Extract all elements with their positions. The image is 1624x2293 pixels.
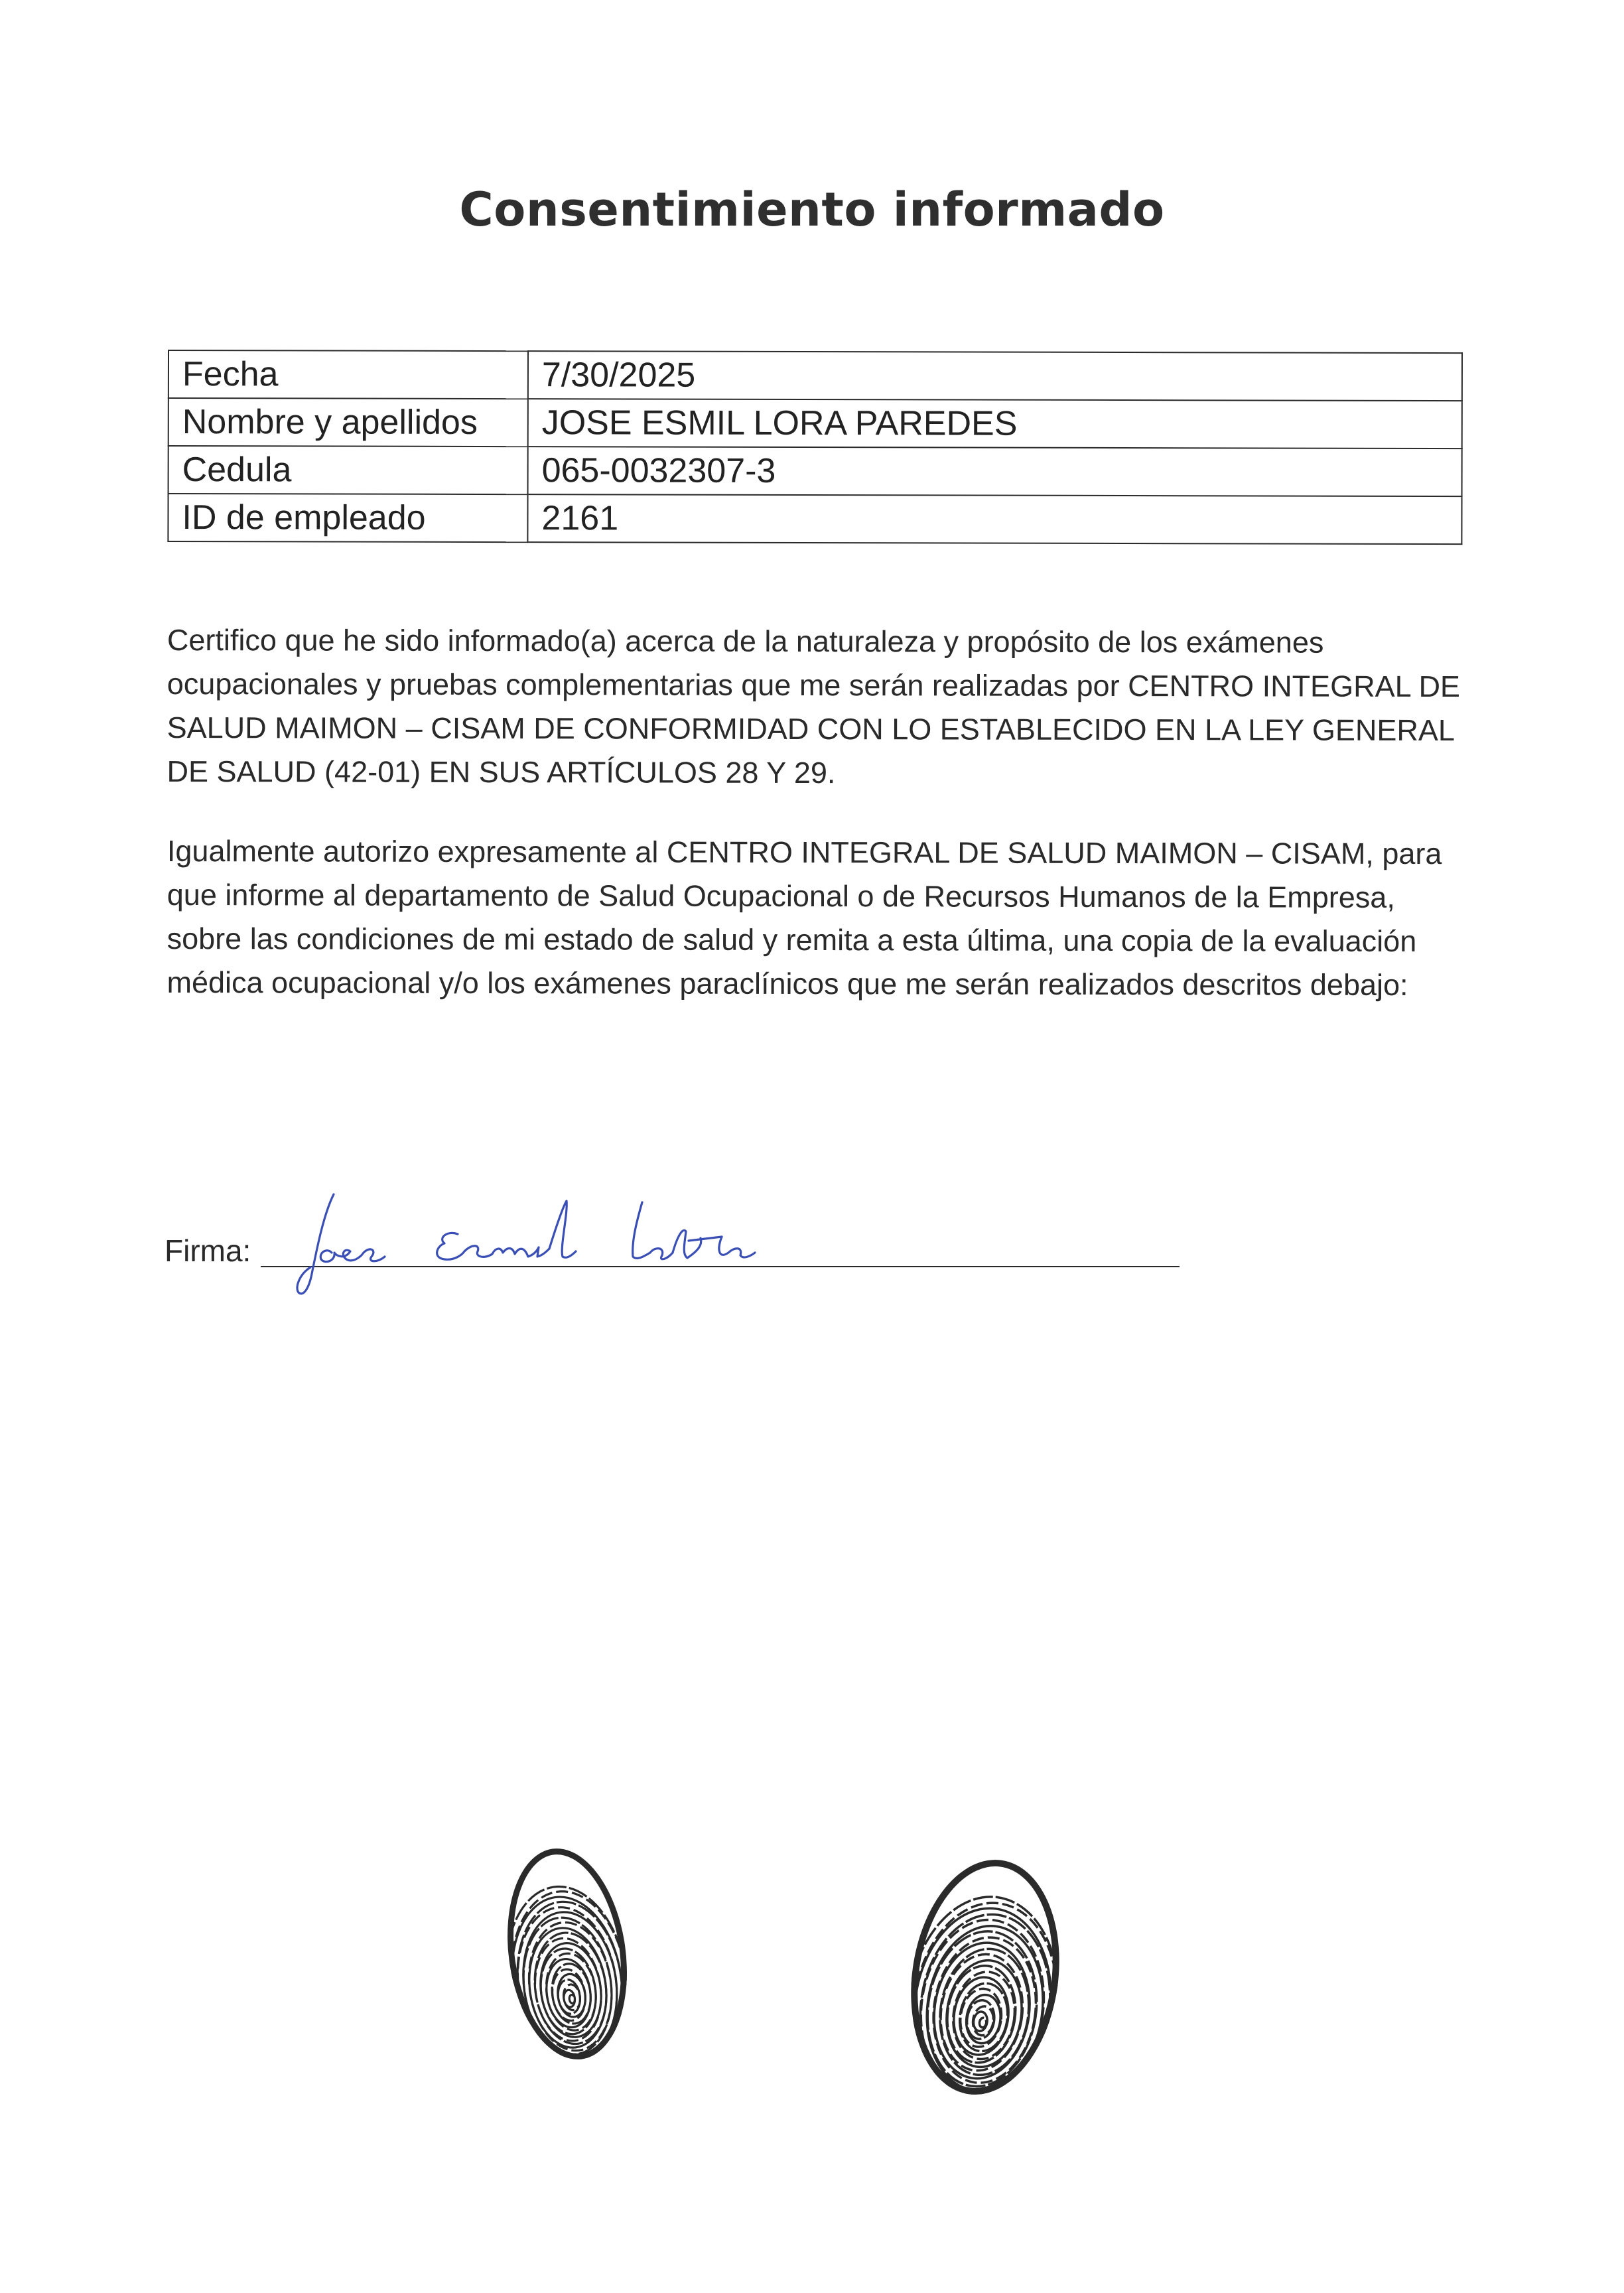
certification-paragraph: Certifico que he sido informado(a) acerca de la naturaleza y propósito de los exámenes ocupacionales y pruebas complementarias que me serán realizadas por CENTRO INTEGRAL DE SALUD MAIMON – CISAM DE CONFORMIDAD CON LO ESTABLECIDO EN LA LEY GENERAL DE SALUD (42-01) EN SUS ARTÍCULOS 28 Y 29. [167, 623, 1461, 790]
field-value-nombre: JOSE ESMIL LORA PAREDES [528, 399, 1462, 449]
fingerprint-right [902, 1851, 1068, 2103]
fingerprint-left [501, 1841, 634, 2067]
info-table [167, 350, 1463, 545]
field-label-id-empleado: ID de empleado [168, 494, 527, 542]
handwritten-signature [271, 1174, 967, 1307]
table-row [168, 494, 1461, 544]
table-row [169, 350, 1462, 401]
authorization-paragraph: Igualmente autorizo expresamente al CENTRO INTEGRAL DE SALUD MAIMON – CISAM, para que informe al departamento de Salud Ocupacional o de Recursos Humanos de la Empresa, sobre las condiciones de mi estado de salud y remita a esta última, una copia de la evaluación médica ocupacional y/o los exámenes paraclínicos que me serán realizados descritos debajo: [167, 834, 1442, 1002]
table-row [169, 446, 1462, 496]
field-label-fecha: Fecha [169, 350, 528, 399]
field-value-id-empleado: 2161 [527, 494, 1461, 544]
signature-label: Firma: [165, 1233, 251, 1268]
field-label-nombre: Nombre y apellidos [169, 398, 528, 447]
signature-block [165, 1214, 1186, 1287]
field-value-fecha: 7/30/2025 [528, 351, 1462, 401]
field-value-cedula: 065-0032307-3 [528, 447, 1462, 496]
table-row [169, 398, 1462, 449]
field-label-cedula: Cedula [169, 446, 528, 494]
document-title: Consentimiento informado [459, 182, 1165, 237]
